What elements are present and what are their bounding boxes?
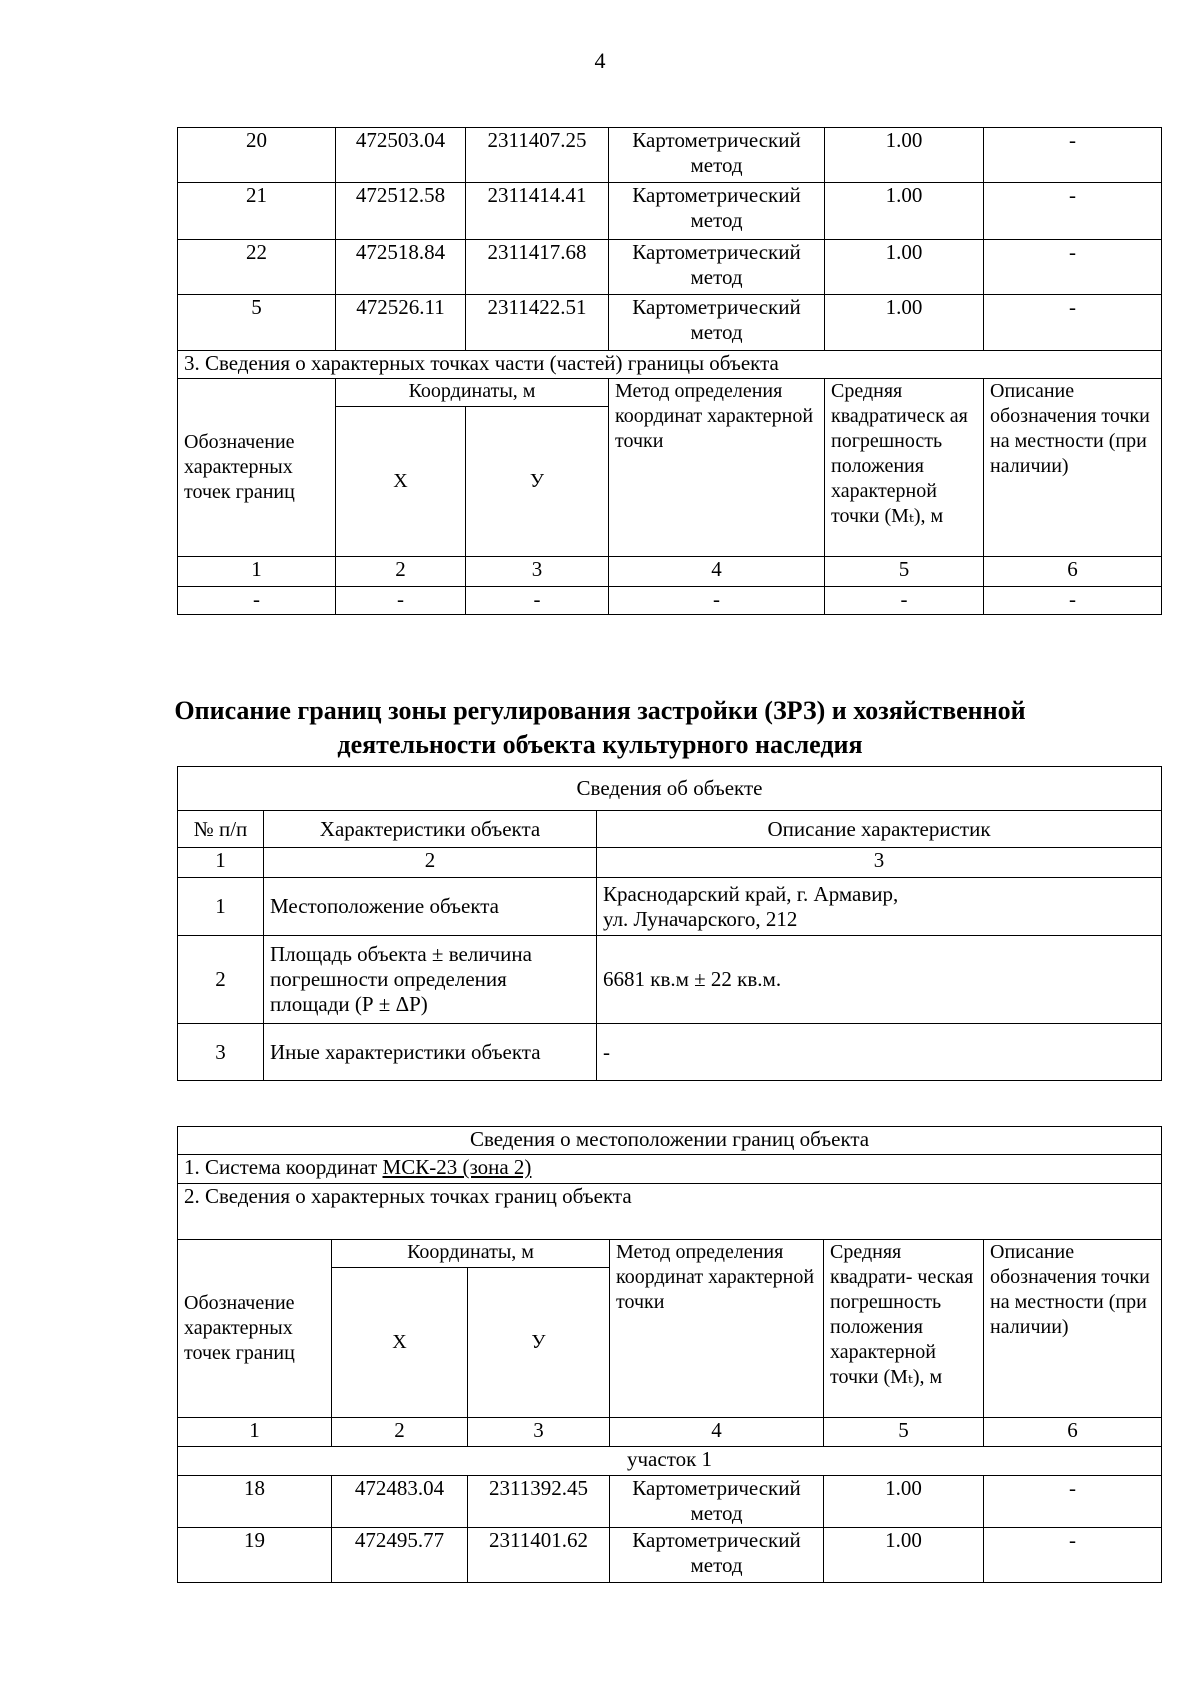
header-number: № п/п [178,811,264,848]
description-cell: - [984,240,1162,295]
point-cell: 22 [178,240,336,295]
column-numbers-row [178,1418,1162,1447]
x-cell: 472512.58 [336,183,466,240]
header-method: Метод определения координат характерной точки [610,1240,824,1418]
y-cell: 2311407.25 [466,128,609,183]
table-row [178,1476,1162,1528]
table-row [178,183,1162,240]
method-cell: Картометрический метод [610,1528,824,1583]
characteristic-value [597,878,1162,936]
section-heading-line-1: Описание границ зоны регулирования застройки (ЗРЗ) и хозяйственной [174,696,1026,725]
row-number: 3 [178,1024,264,1081]
error-cell: 1.00 [824,1476,984,1528]
boundary-location-table [177,1126,1162,1583]
table-row [178,128,1162,183]
column-number: 3 [466,557,609,587]
empty-cell: - [609,587,825,615]
header-coordinates: Координаты, м [336,379,609,407]
characteristic-name: Местоположение объекта [264,878,597,936]
object-info-table [177,766,1162,1081]
header-error: Средняя квадрати- ческая погрешность положения характерной точки (Mₜ), м [824,1240,984,1418]
column-number: 5 [824,1418,984,1447]
description-cell: - [984,1528,1162,1583]
description-cell: - [984,295,1162,351]
header-error: Средняя квадратическ ая погрешность положения характерной точки (Mₜ), м [825,379,984,557]
column-number: 1 [178,848,264,878]
column-number: 5 [825,557,984,587]
method-cell: Картометрический метод [609,295,825,351]
empty-cell: - [178,587,336,615]
page-number: 4 [594,48,606,73]
table-row [178,295,1162,351]
point-cell: 19 [178,1528,332,1583]
row-number: 1 [178,878,264,936]
y-cell: 2311414.41 [466,183,609,240]
x-cell: 472526.11 [336,295,466,351]
error-cell: 1.00 [825,240,984,295]
characteristic-name: Площадь объекта ± величина погрешности определения площади (Р ± ΔР) [264,936,597,1024]
section-heading-line-2: деятельности объекта культурного наследия [337,730,863,759]
error-cell: 1.00 [825,295,984,351]
characteristic-value: 6681 кв.м ± 22 кв.м. [597,936,1162,1024]
table-row [178,240,1162,295]
coordinate-system-value: МСК-23 (зона 2) [382,1155,532,1179]
characteristic-value: - [597,1024,1162,1081]
coordinate-system-label: 1. Система координат [184,1155,378,1179]
y-cell: 2311422.51 [466,295,609,351]
column-number: 4 [609,557,825,587]
x-cell: 472518.84 [336,240,466,295]
table-row [178,878,1162,936]
y-cell: 2311401.62 [468,1528,610,1583]
column-numbers-row [178,557,1162,587]
header-x: Х [336,407,466,557]
table-row [178,587,1162,615]
method-cell: Картометрический метод [609,183,825,240]
column-number: 2 [332,1418,468,1447]
point-cell: 18 [178,1476,332,1528]
column-number: 3 [468,1418,610,1447]
error-cell: 1.00 [825,183,984,240]
header-y: У [468,1268,610,1418]
header-designation: Обозначение характерных точек границ [178,1240,332,1418]
column-number: 3 [597,848,1162,878]
header-description: Описание характеристик [597,811,1162,848]
section-2-title: 2. Сведения о характерных точках границ объекта [178,1184,1162,1240]
x-cell: 472495.77 [332,1528,468,1583]
location-table-title: Сведения о местоположении границ объекта [178,1127,1162,1155]
empty-cell: - [466,587,609,615]
error-cell: 1.00 [825,128,984,183]
point-cell: 5 [178,295,336,351]
table-row [178,1528,1162,1583]
x-cell: 472483.04 [332,1476,468,1528]
description-cell: - [984,1476,1162,1528]
column-number: 1 [178,1418,332,1447]
x-cell: 472503.04 [336,128,466,183]
y-cell: 2311392.45 [468,1476,610,1528]
description-cell: - [984,183,1162,240]
value-line: ул. Луначарского, 212 [603,906,798,931]
column-number: 6 [984,557,1162,587]
column-number: 2 [264,848,597,878]
column-number: 4 [610,1418,824,1447]
characteristic-name: Иные характеристики объекта [264,1024,597,1081]
header-characteristics: Характеристики объекта [264,811,597,848]
boundary-points-table-continued [177,127,1162,615]
y-cell: 2311417.68 [466,240,609,295]
table-row [178,1024,1162,1081]
row-number: 2 [178,936,264,1024]
table-row [178,936,1162,1024]
column-number: 2 [336,557,466,587]
empty-cell: - [336,587,466,615]
header-y: У [466,407,609,557]
header-coordinates: Координаты, м [332,1240,610,1268]
point-cell: 20 [178,128,336,183]
point-cell: 21 [178,183,336,240]
empty-cell: - [825,587,984,615]
plot-label: участок 1 [178,1447,1162,1476]
error-cell: 1.00 [824,1528,984,1583]
header-description: Описание обозначения точки на местности (при наличии) [984,379,1162,557]
header-designation: Обозначение характерных точек границ [178,379,336,557]
method-cell: Картометрический метод [609,240,825,295]
method-cell: Картометрический метод [610,1476,824,1528]
value-line: Краснодарский край, г. Армавир, [603,881,899,906]
method-cell: Картометрический метод [609,128,825,183]
empty-cell: - [984,587,1162,615]
description-cell: - [984,128,1162,183]
header-x: Х [332,1268,468,1418]
object-table-title: Сведения об объекте [178,767,1162,811]
header-description: Описание обозначения точки на местности (при наличии) [984,1240,1162,1418]
section-3-title: 3. Сведения о характерных точках части (частей) границы объекта [178,351,1162,379]
column-number: 6 [984,1418,1162,1447]
column-number: 1 [178,557,336,587]
coordinate-system-row [178,1155,1162,1184]
header-method: Метод определения координат характерной точки [609,379,825,557]
